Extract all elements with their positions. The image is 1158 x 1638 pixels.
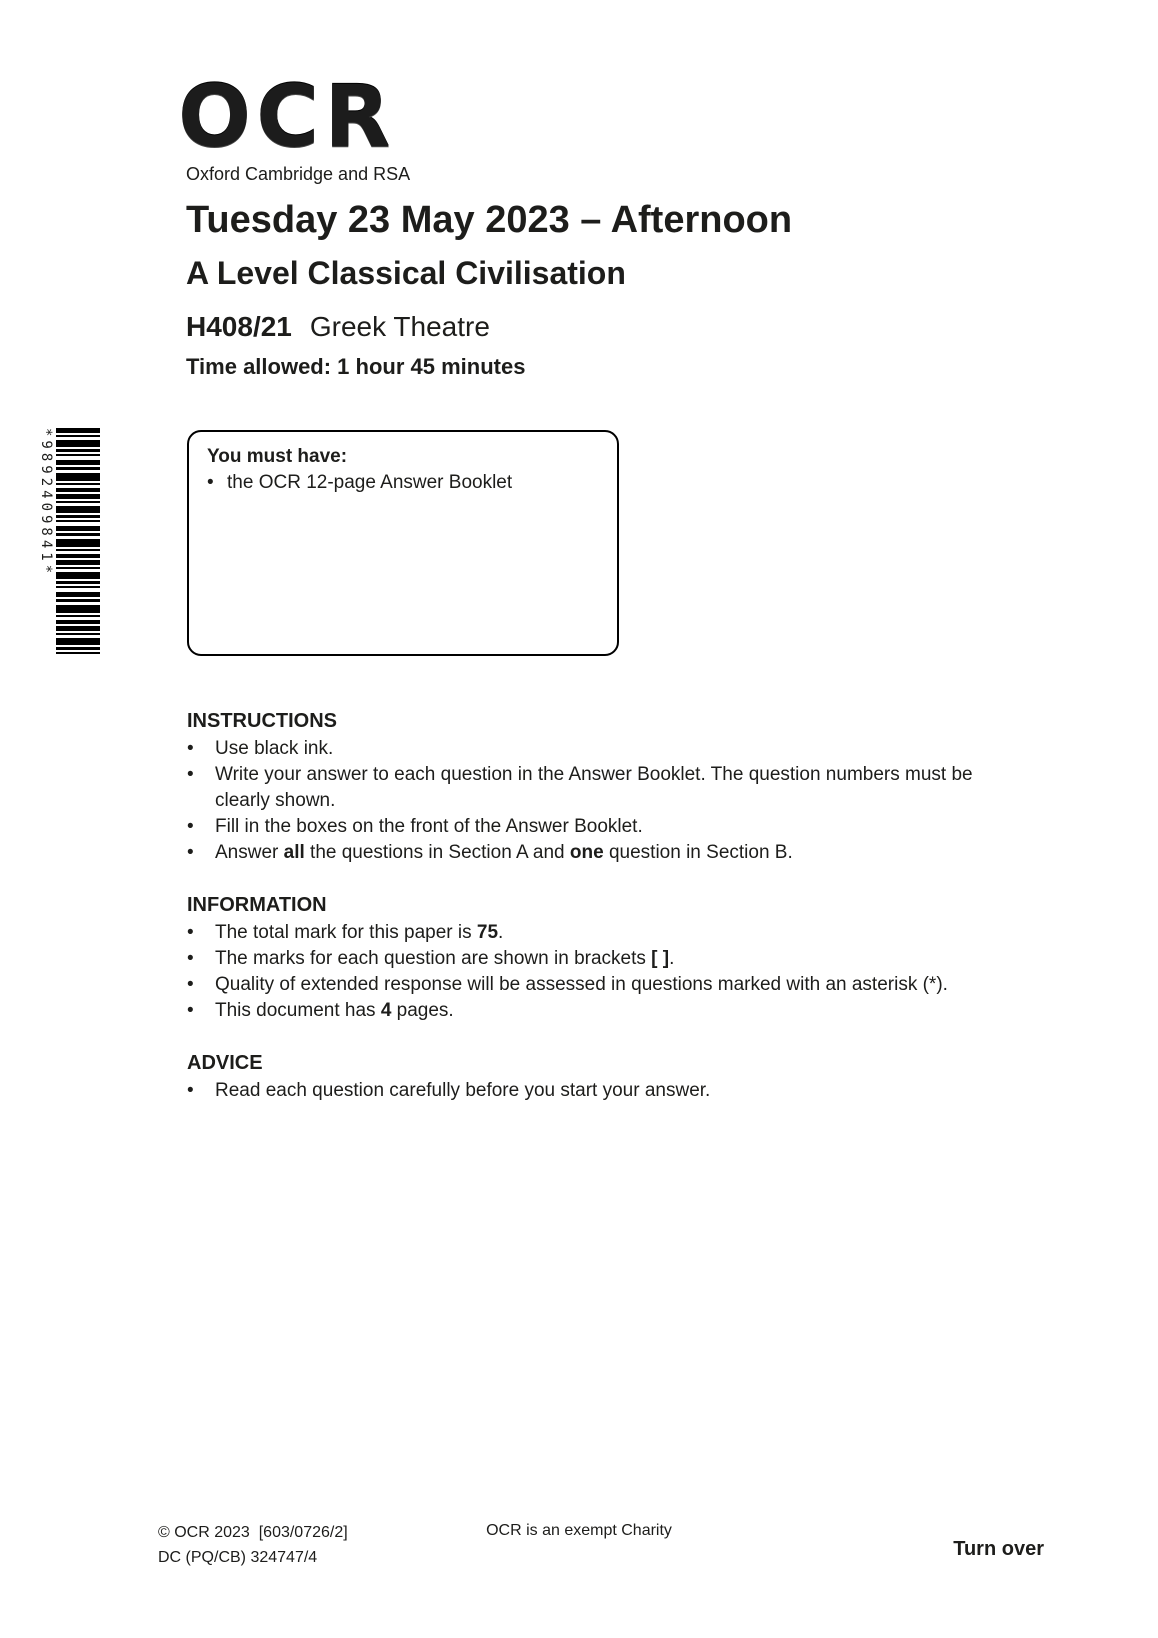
- ocr-logo: [178, 67, 411, 185]
- barcode: [38, 428, 100, 660]
- sections: [187, 708, 1020, 1104]
- bullet-item: [187, 840, 1020, 866]
- bullet-text: Answer all the questions in Section A and one question in Section B.: [215, 842, 793, 863]
- bullet-text: The marks for each question are shown in brackets [ ].: [215, 948, 675, 969]
- bullet-text: the OCR 12-page Answer Booklet: [227, 472, 513, 493]
- bullet-icon: •: [187, 974, 194, 995]
- bullet-item: [187, 1078, 1020, 1104]
- turn-over-label: Turn over: [953, 1538, 1044, 1560]
- section-advice: [187, 1050, 1020, 1104]
- bullet-item: [187, 972, 1020, 998]
- bullet-item: [207, 470, 599, 496]
- barcode-bars-icon: [56, 428, 100, 660]
- bullet-text: Read each question carefully before you start your answer.: [215, 1080, 711, 1101]
- ocr-logo-tagline: Oxford Cambridge and RSA: [186, 164, 411, 184]
- footer-copyright: © OCR 2023 [603/0726/2]: [158, 1524, 348, 1541]
- bullet-list: [187, 1078, 1020, 1104]
- bullet-list: [187, 920, 1020, 1024]
- bullet-item: [187, 946, 1020, 972]
- section-instructions: [187, 708, 1020, 866]
- ocr-logo-text: OCR: [178, 67, 396, 167]
- section-heading: ADVICE: [187, 1052, 263, 1074]
- bullet-text: The total mark for this paper is 75.: [215, 922, 504, 943]
- bullet-list: [187, 736, 1020, 866]
- bullet-icon: •: [187, 1000, 194, 1021]
- bullet-item: [187, 736, 1020, 762]
- bullet-icon: •: [187, 738, 194, 759]
- footer-dc-code: DC (PQ/CB) 324747/4: [158, 1549, 318, 1566]
- bullet-icon: •: [187, 1080, 194, 1101]
- paper-code: H408/21: [186, 311, 292, 342]
- bullet-icon: •: [187, 842, 194, 863]
- section-heading: INSTRUCTIONS: [187, 710, 337, 732]
- bullet-text: Fill in the boxes on the front of the Answer Booklet.: [215, 816, 643, 837]
- bullet-icon: •: [187, 922, 194, 943]
- time-allowed: Time allowed: 1 hour 45 minutes: [186, 354, 526, 379]
- bullet-item: [187, 762, 1020, 814]
- bullet-icon: •: [207, 472, 214, 493]
- bullet-text: Use black ink.: [215, 738, 334, 759]
- barcode-text: *9892409841*: [38, 428, 54, 578]
- paper-code-line: [186, 310, 490, 344]
- bullet-icon: •: [187, 948, 194, 969]
- bullet-text: This document has 4 pages.: [215, 1000, 454, 1021]
- bullet-item: [187, 814, 1020, 840]
- qualification-title: A Level Classical Civilisation: [186, 255, 626, 291]
- footer-charity-note: OCR is an exempt Charity: [486, 1522, 672, 1539]
- paper-name: Greek Theatre: [309, 311, 490, 342]
- bullet-text: Quality of extended response will be assessed in questions marked with an asterisk (*).: [215, 974, 948, 995]
- bullet-icon: •: [187, 764, 194, 785]
- must-have-box: [187, 430, 619, 656]
- exam-date-title: Tuesday 23 May 2023 – Afternoon: [186, 199, 793, 241]
- bullet-item: [187, 920, 1020, 946]
- bullet-icon: •: [187, 816, 194, 837]
- bullet-text: Write your answer to each question in the Answer Booklet. The question numbers must be clearly shown.: [215, 764, 973, 811]
- must-have-heading: You must have:: [207, 446, 348, 467]
- bullet-item: [187, 998, 1020, 1024]
- section-information: [187, 892, 1020, 1024]
- must-have-list: [207, 470, 599, 496]
- section-heading: INFORMATION: [187, 894, 327, 916]
